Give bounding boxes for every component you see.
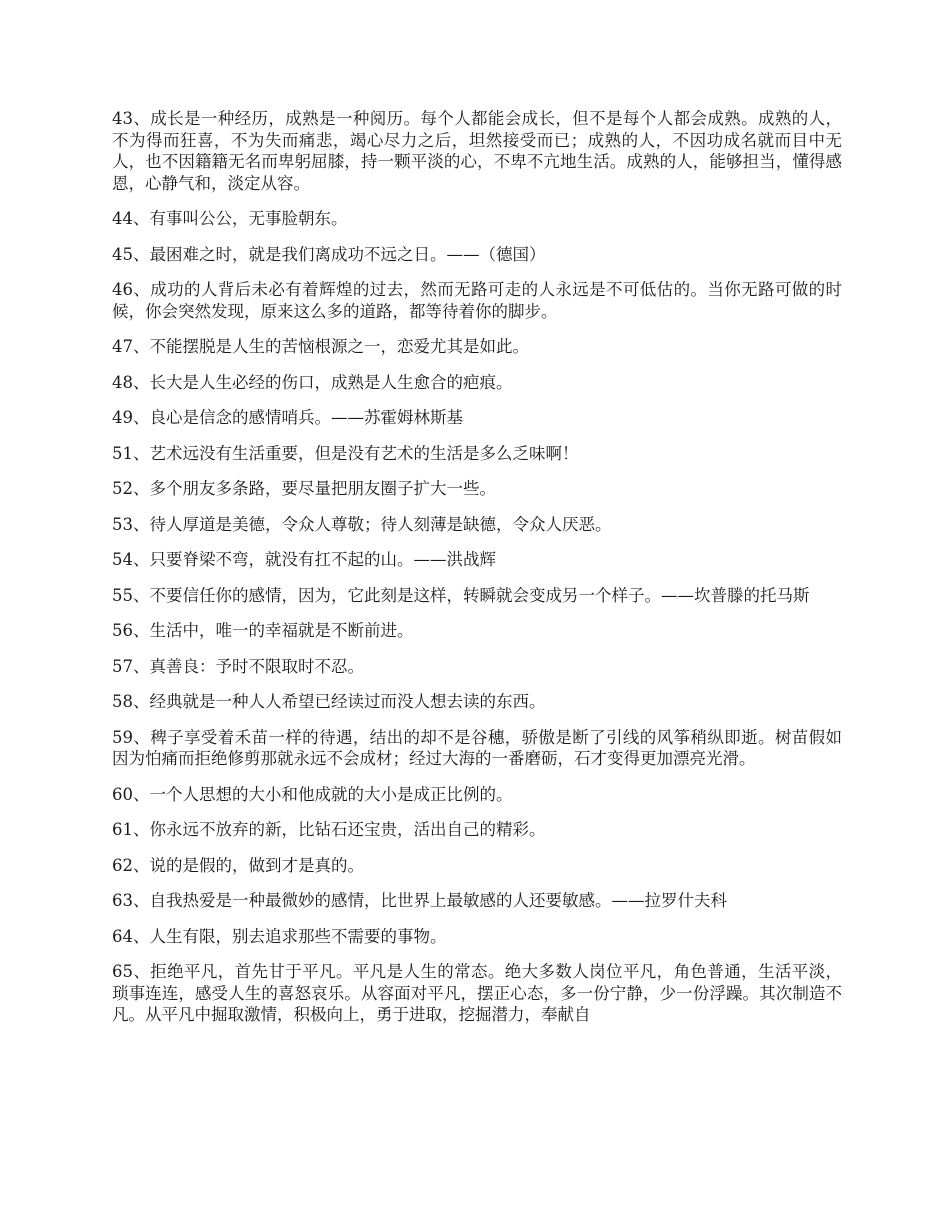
quote-paragraph-54: 54、只要脊梁不弯，就没有扛不起的山。——洪战辉 xyxy=(112,550,496,569)
quote-paragraph-64: 64、人生有限，别去追求那些不需要的事物。 xyxy=(112,926,447,946)
quote-paragraph-52: 52、多个朋友多条路，要尽量把朋友圈子扩大一些。 xyxy=(112,479,496,498)
quote-paragraph-56: 56、生活中，唯一的幸福就是不断前进。 xyxy=(112,621,414,640)
quote-paragraph-62: 62、说的是假的，做到才是真的。 xyxy=(112,855,364,875)
quote-paragraph-57: 57、真善良：予时不限取时不忍。 xyxy=(112,656,364,676)
quote-paragraph-53: 53、待人厚道是美德，令众人尊敬；待人刻薄是缺德，令众人厌恶。 xyxy=(112,514,612,534)
quote-paragraph-46: 46、成功的人背后未必有着辉煌的过去，然而无路可走的人永远是不可低估的。当你无路可做的时候，你会突然发现，原来这么多的道路，都等待着你的脚步。 xyxy=(112,280,842,321)
quote-paragraph-58: 58、经典就是一种人人希望已经读过而没人想去读的东西。 xyxy=(112,692,546,711)
quote-paragraph-49: 49、良心是信念的感情哨兵。——苏霍姆林斯基 xyxy=(112,408,463,427)
quote-paragraph-60: 60、一个人思想的大小和他成就的大小是成正比例的。 xyxy=(112,784,513,804)
quote-paragraph-61: 61、你永远不放弃的新，比钻石还宝贵，活出自己的精彩。 xyxy=(112,820,546,839)
quote-paragraph-65: 65、拒绝平凡，首先甘于平凡。平凡是人生的常态。绝大多数人岗位平凡，角色普通，生活平淡，琐事连连，感受人生的喜怒哀乐。从容面对平凡，摆正心态，多一份宁静，少一份浮躁。其次制造不凡。从平凡中掘取激情，积极向上，勇于进取，挖掘潜力，奉献自 xyxy=(112,962,842,1024)
quote-paragraph-45: 45、最困难之时，就是我们离成功不远之日。——（德国） xyxy=(112,244,546,264)
quote-paragraph-48: 48、长大是人生必经的伤口，成熟是人生愈合的疤痕。 xyxy=(112,372,513,392)
document-page xyxy=(112,108,842,1040)
quote-paragraph-55: 55、不要信任你的感情，因为，它此刻是这样，转瞬就会变成另一个样子。——坎普滕的托马斯 xyxy=(112,585,810,605)
quote-paragraph-43: 43、成长是一种经历，成熟是一种阅历。每个人都能会成长，但不是每个人都会成熟。成熟的人，不为得而狂喜，不为失而痛悲，竭心尽力之后，坦然接受而已；成熟的人，不因功成名就而目中无人，也不因籍籍无名而卑躬屈膝，持一颗平淡的心，不卑不亢地生活。成熟的人，能够担当，懂得感恩，心静气和，淡定从容。 xyxy=(112,109,842,193)
quote-paragraph-47: 47、不能摆脱是人生的苦恼根源之一，恋爱尤其是如此。 xyxy=(112,337,529,356)
quote-paragraph-59: 59、稗子享受着禾苗一样的待遇，结出的却不是谷穗，骄傲是断了引线的风筝稍纵即逝。树苗假如因为怕痛而拒绝修剪那就永远不会成材；经过大海的一番磨砺，石才变得更加漂亮光滑。 xyxy=(112,727,842,768)
quote-paragraph-51: 51、艺术远没有生活重要，但是没有艺术的生活是多么乏味啊！ xyxy=(112,443,579,463)
quote-paragraph-63: 63、自我热爱是一种最微妙的感情，比世界上最敏感的人还要敏感。——拉罗什夫科 xyxy=(112,891,727,910)
quote-paragraph-44: 44、有事叫公公，无事脸朝东。 xyxy=(112,209,348,228)
